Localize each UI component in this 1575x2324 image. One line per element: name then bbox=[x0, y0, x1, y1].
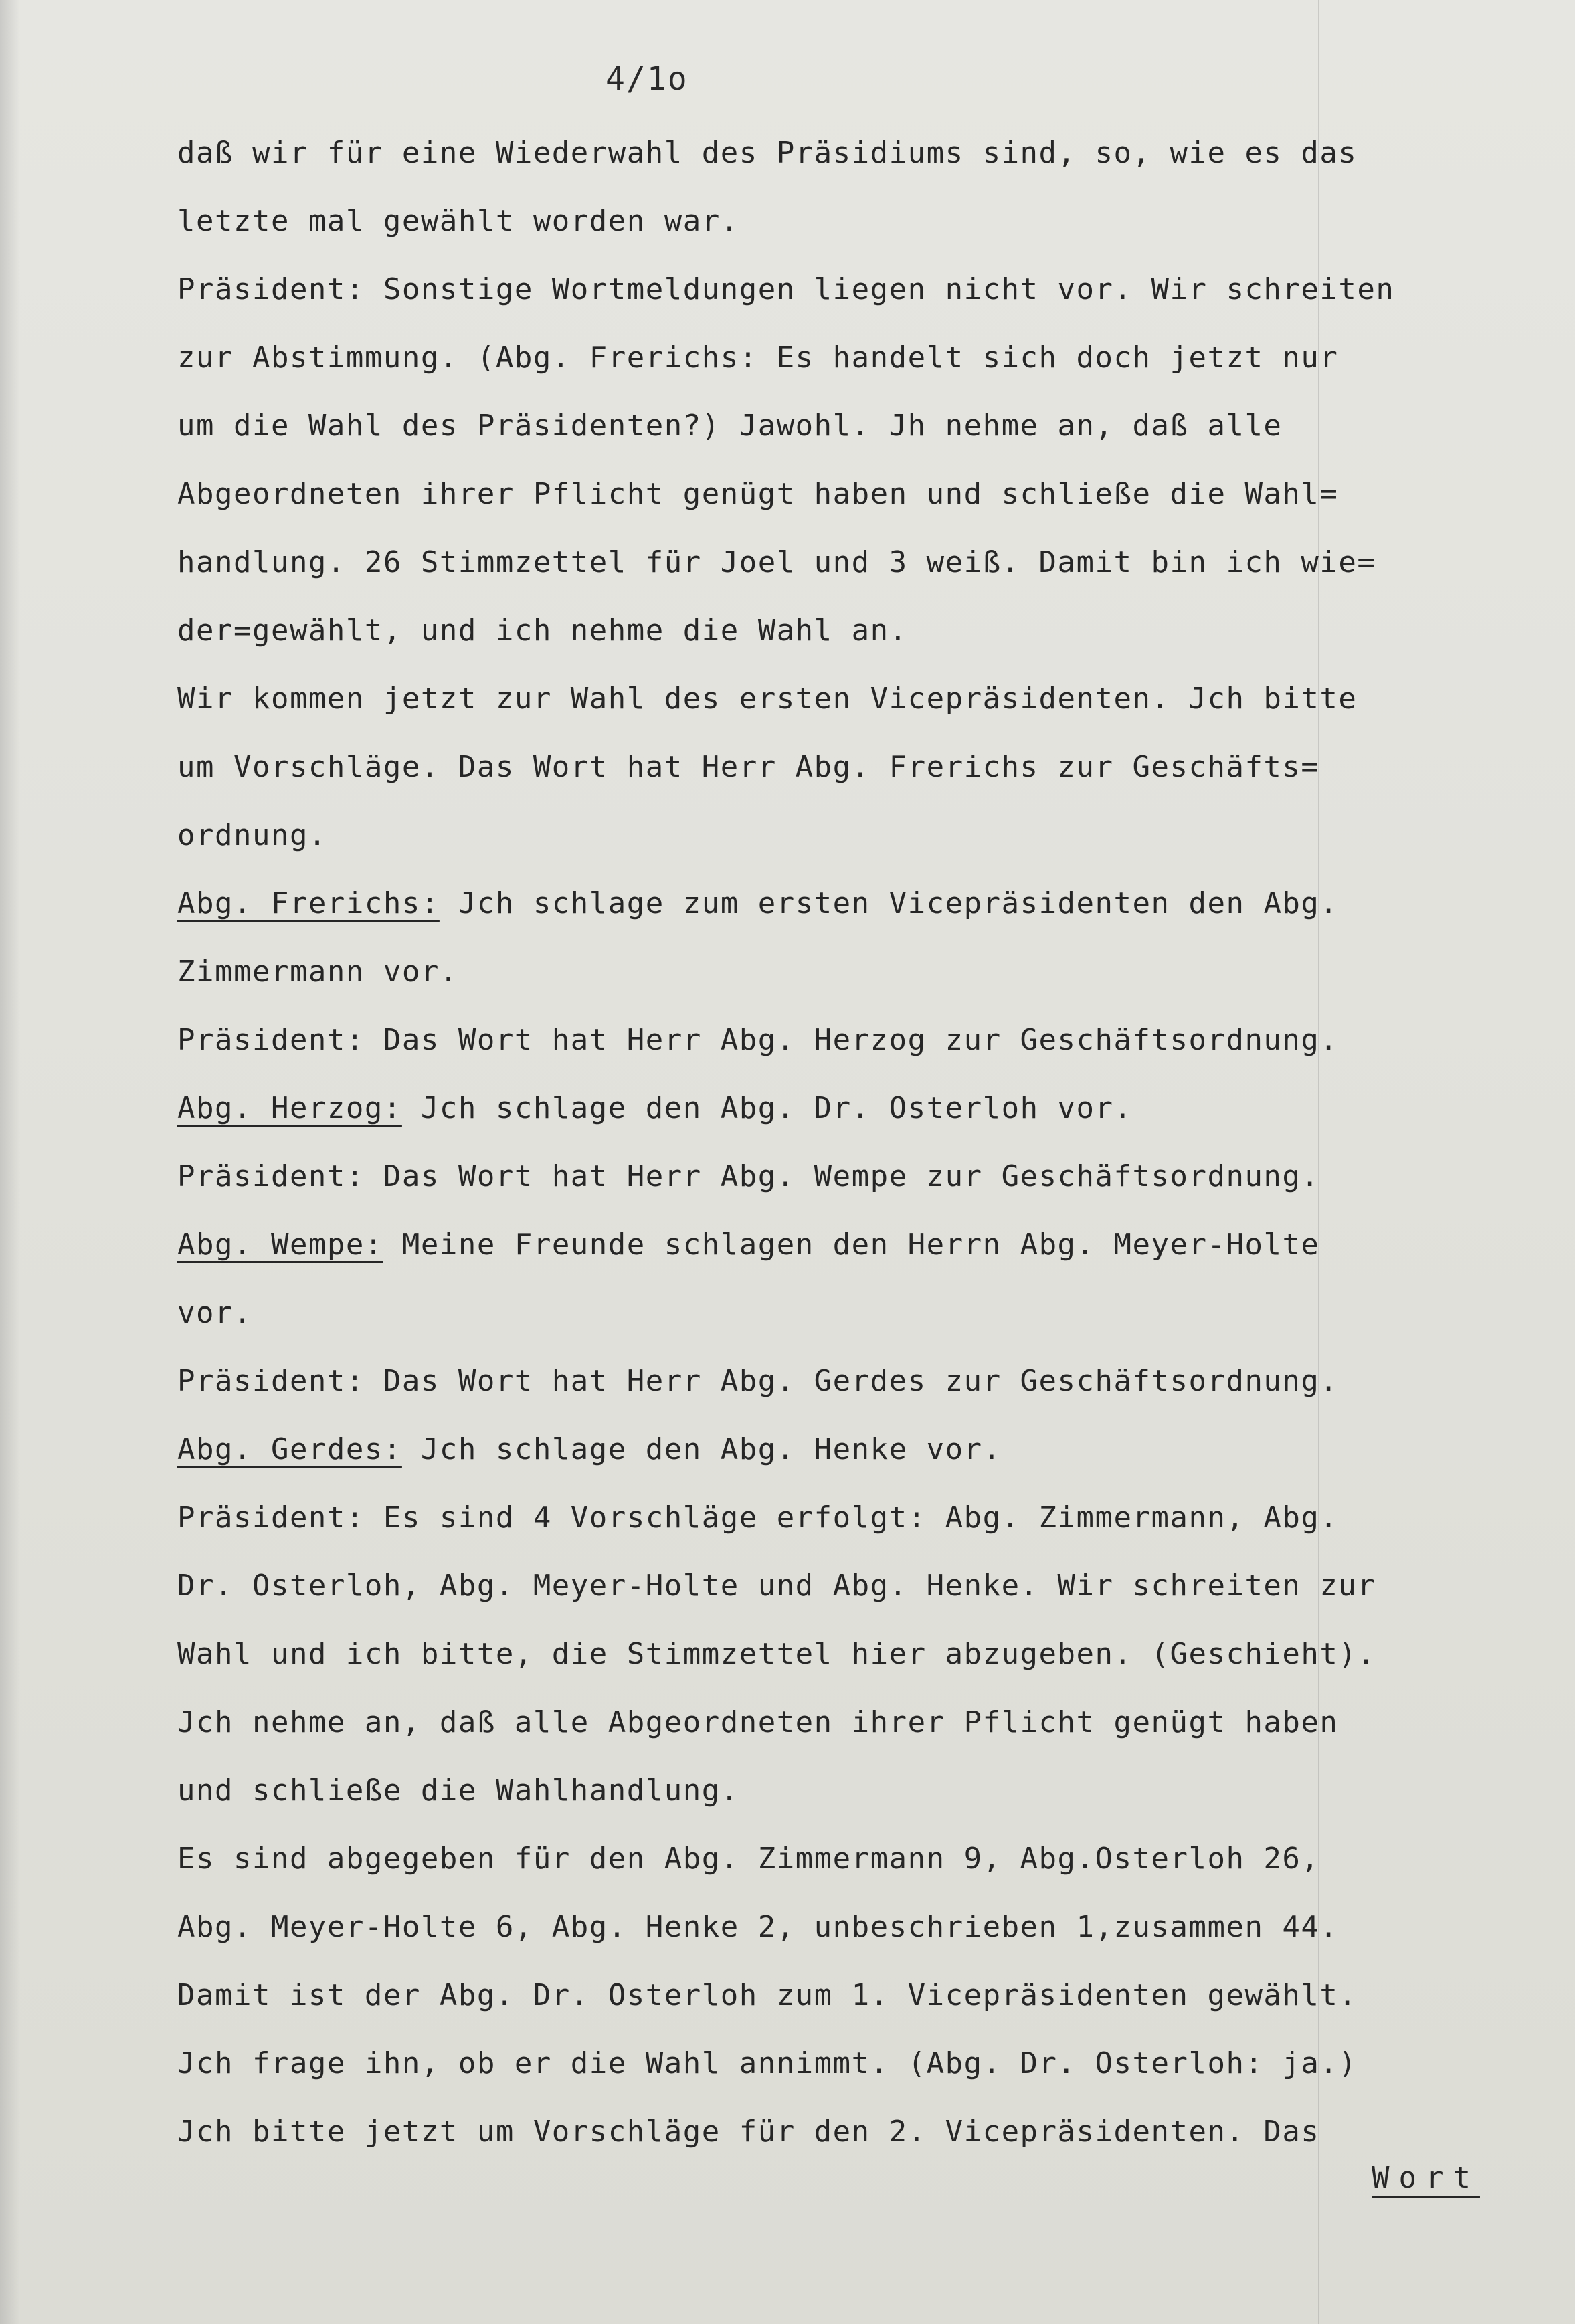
text-line: Jch bitte jetzt um Vorschläge für den 2. Vicepräsidenten. Das bbox=[177, 2115, 1320, 2149]
voting-paragraph bbox=[177, 1484, 1556, 1825]
text-line: letzte mal gewählt worden war. bbox=[177, 204, 739, 238]
president-line: Präsident: Das Wort hat Herr Abg. Herzog zur Geschäftsordnung. bbox=[177, 1023, 1339, 1057]
speaker-name: Abg. Gerdes: bbox=[177, 1432, 402, 1466]
text-line: Präsident: Sonstige Wortmeldungen liegen nicht vor. Wir schreiten bbox=[177, 272, 1395, 306]
text-line: Wir kommen jetzt zur Wahl des ersten Vicepräsidenten. Jch bitte bbox=[177, 682, 1358, 716]
page-edge-shadow bbox=[0, 0, 20, 2324]
text-line: Dr. Osterloh, Abg. Meyer-Holte und Abg. Henke. Wir schreiten zur bbox=[177, 1569, 1376, 1603]
transcript-body bbox=[177, 119, 1556, 2166]
speech-text: Meine Freunde schlagen den Herrn Abg. Meyer-Holte bbox=[383, 1228, 1320, 1262]
nominations-section bbox=[177, 870, 1556, 1484]
text-line: Präsident: Es sind 4 Vorschläge erfolgt: Abg. Zimmermann, Abg. bbox=[177, 1500, 1339, 1535]
result-paragraph bbox=[177, 1825, 1556, 2166]
speech-line bbox=[177, 1211, 1556, 1279]
text-line: um die Wahl des Präsidenten?) Jawohl. Jh nehme an, daß alle bbox=[177, 409, 1283, 443]
speech-text: Jch schlage den Abg. Henke vor. bbox=[401, 1432, 1002, 1466]
text-line: handlung. 26 Stimmzettel für Joel und 3 weiß. Damit bin ich wie= bbox=[177, 545, 1376, 579]
speech-line bbox=[177, 1416, 1556, 1484]
president-line: Präsident: Das Wort hat Herr Abg. Wempe zur Geschäftsordnung. bbox=[177, 1159, 1320, 1193]
speaker-name: Abg. Wempe: bbox=[177, 1228, 383, 1262]
speech-text: Jch schlage zum ersten Vicepräsidenten den Abg. bbox=[439, 886, 1339, 921]
speech-continuation: Zimmermann vor. bbox=[177, 955, 458, 989]
text-line: Jch frage ihn, ob er die Wahl annimmt. (Abg. Dr. Osterloh: ja.) bbox=[177, 2046, 1358, 2080]
text-line: Es sind abgegeben für den Abg. Zimmermann 9, Abg.Osterloh 26, bbox=[177, 1842, 1320, 1876]
text-line: um Vorschläge. Das Wort hat Herr Abg. Frerichs zur Geschäfts= bbox=[177, 750, 1320, 784]
text-line: und schließe die Wahlhandlung. bbox=[177, 1773, 739, 1808]
text-line: Damit ist der Abg. Dr. Osterloh zum 1. Vicepräsidenten gewählt. bbox=[177, 1978, 1358, 2012]
text-line: Jch nehme an, daß alle Abgeordneten ihrer Pflicht genügt haben bbox=[177, 1705, 1339, 1739]
text-line: Abgeordneten ihrer Pflicht genügt haben und schließe die Wahl= bbox=[177, 477, 1339, 511]
page-number: 4/1o bbox=[606, 60, 688, 98]
speech-text: Jch schlage den Abg. Dr. Osterloh vor. bbox=[401, 1091, 1133, 1125]
speaker-name: Abg. Frerichs: bbox=[177, 886, 440, 921]
text-line: Abg. Meyer-Holte 6, Abg. Henke 2, unbeschrieben 1,zusammen 44. bbox=[177, 1910, 1339, 1944]
text-line: ordnung. bbox=[177, 818, 327, 852]
opening-paragraph bbox=[177, 119, 1556, 870]
speech-line bbox=[177, 1074, 1556, 1143]
president-line: Präsident: Das Wort hat Herr Abg. Gerdes zur Geschäftsordnung. bbox=[177, 1364, 1339, 1398]
catchword: Wort bbox=[1372, 2161, 1480, 2195]
speech-continuation: vor. bbox=[177, 1296, 252, 1330]
text-line: daß wir für eine Wiederwahl des Präsidiums sind, so, wie es das bbox=[177, 136, 1358, 170]
speaker-name: Abg. Herzog: bbox=[177, 1091, 402, 1125]
text-line: zur Abstimmung. (Abg. Frerichs: Es handelt sich doch jetzt nur bbox=[177, 341, 1339, 375]
speech-line bbox=[177, 870, 1556, 938]
text-line: der=gewählt, und ich nehme die Wahl an. bbox=[177, 613, 908, 648]
text-line: Wahl und ich bitte, die Stimmzettel hier abzugeben. (Geschieht). bbox=[177, 1637, 1376, 1671]
